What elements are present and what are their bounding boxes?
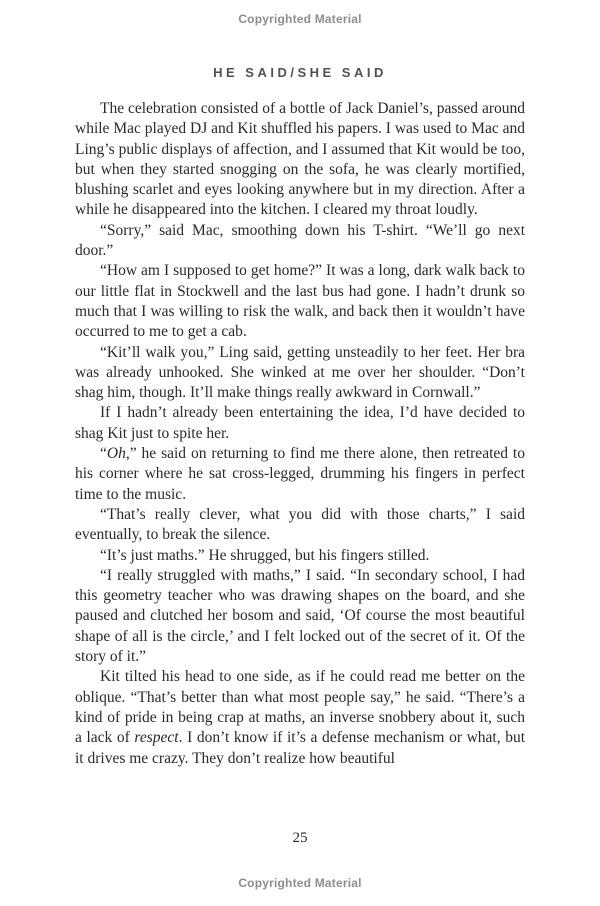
- copyright-notice-bottom: Copyrighted Material: [238, 876, 362, 890]
- chapter-title: HE SAID/SHE SAID: [213, 65, 387, 80]
- copyright-notice-top: Copyrighted Material: [238, 12, 362, 26]
- page-number: 25: [292, 830, 308, 846]
- paragraph: “Kit’ll walk you,” Ling said, getting unsteadily to her feet. Her bra was already unhooked. She winked at me over her shoulder. “Don’t shag him, though. It’ll make things really awkward in Cornwall.”: [75, 343, 525, 402]
- paragraph: If I hadn’t already been entertaining the idea, I’d have decided to shag Kit just to spite her.: [75, 404, 525, 442]
- paragraph: “Sorry,” said Mac, smoothing down his T-shirt. “We’ll go next door.”: [75, 221, 525, 260]
- body-text: [75, 99, 525, 769]
- paragraph: “How am I supposed to get home?” It was a long, dark walk back to our little flat in Stockwell and the last bus had gone. I hadn’t drunk so much that I was willing to risk the walk, and back then it wouldn’t have occurred to me to get a cab.: [75, 262, 525, 341]
- paragraph: “I really struggled with maths,” I said. “In secondary school, I had this geometry teacher who was drawing shapes on the board, and she paused and clutched her bosom and said, ‘Of course the most beautiful shape of all is the circle,’ and I felt locked out of the secret of it. Of the story of it.”: [75, 566, 525, 666]
- paragraph: Kit tilted his head to one side, as if he could read me better on the oblique. “That’s better than what most people say,” he said. “There’s a kind of pride in being crap at maths, an inverse snobbery about it, such a lack of respect. I don’t know if it’s a defense mechanism or what, but it drives me crazy. They don’t realize how beautiful: [75, 668, 525, 767]
- paragraph: The celebration consisted of a bottle of Jack Daniel’s, passed around while Mac played DJ and Kit shuffled his papers. I was used to Mac and Ling’s public displays of affection, and I assumed that Kit would be too, but when they started snogging on the sofa, he was clearly mortified, blushing scarlet and eyes looking anywhere but in my direction. After a while he disappeared into the kitchen. I cleared my throat loudly.: [75, 100, 525, 219]
- paragraph: “That’s really clever, what you did with those charts,” I said eventually, to break the silence.: [75, 505, 525, 544]
- paragraph: “Oh,” he said on returning to find me there alone, then retreated to his corner where he sat cross-legged, drumming his fingers in perfect time to the music.: [75, 445, 525, 503]
- paragraph: “It’s just maths.” He shrugged, but his fingers stilled.: [100, 546, 430, 564]
